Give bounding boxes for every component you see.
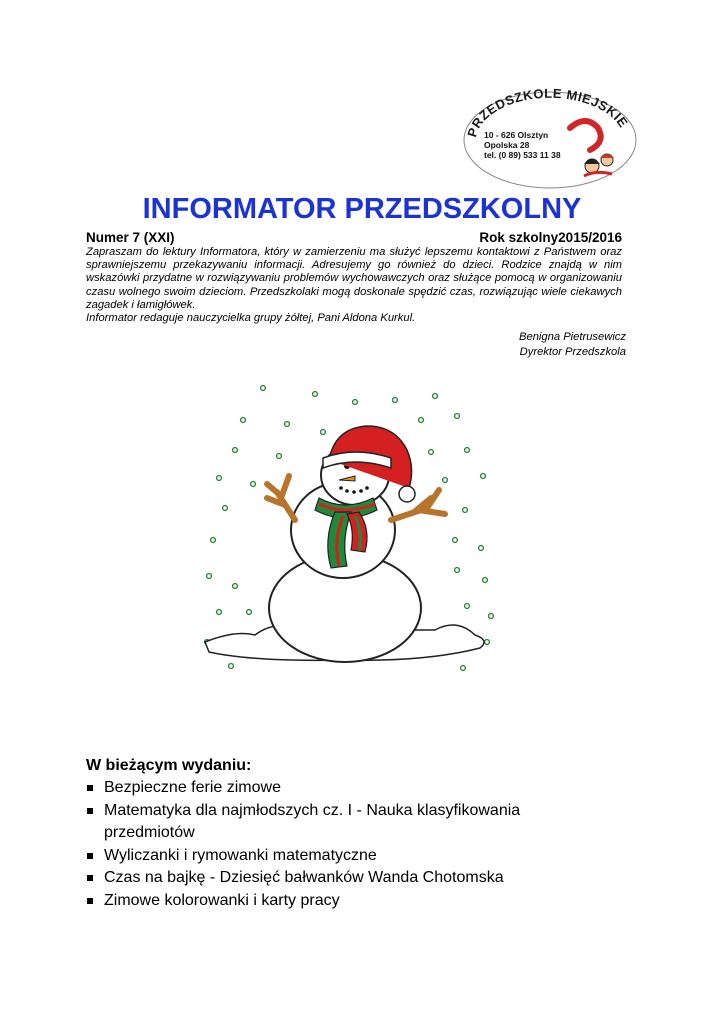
- intro-text: [86, 246, 622, 325]
- snowflake: [465, 448, 470, 453]
- snowflake: [223, 506, 228, 511]
- snowflake: [461, 666, 466, 671]
- snowflake: [453, 538, 458, 543]
- snowflake: [433, 394, 438, 399]
- toc-item-label: Zimowe kolorowanki i karty pracy: [104, 891, 340, 909]
- toc-item: [86, 867, 606, 890]
- editor-line: Informator redaguje nauczycielka grupy żółtej, Pani Aldona Kurkul.: [86, 312, 416, 325]
- snowflake: [229, 664, 234, 669]
- toc-item-label: Bezpieczne ferie zimowe: [104, 779, 281, 796]
- snowflake: [217, 476, 222, 481]
- snowflake: [483, 578, 488, 583]
- snowflake: [217, 610, 222, 615]
- snowflake: [247, 610, 252, 615]
- logo-address-line: Opolska 28: [484, 140, 530, 150]
- logo-name-text: PRZEDSZKOLE MIEJSKIE: [464, 85, 632, 139]
- school-year: Rok szkolny2015/2016: [479, 230, 622, 245]
- snowflake: [479, 546, 484, 551]
- snowflake: [455, 414, 460, 419]
- snowflake: [277, 454, 282, 459]
- toc-item-label: Wyliczanki i rymowanki matematyczne: [104, 846, 377, 864]
- logo-address: [484, 130, 561, 160]
- toc-item: [86, 845, 606, 868]
- snowflake: [489, 614, 494, 619]
- toc-list: [86, 777, 606, 912]
- snowflake: [393, 398, 398, 403]
- toc-item: [86, 890, 606, 913]
- toc-item: [86, 777, 606, 800]
- toc-heading: W bieżącym wydaniu:: [86, 757, 252, 774]
- toc-item-label: Matematyka dla najmłodszych cz. I - Nauka klasyfikowania przedmiotów: [104, 801, 521, 841]
- snowflake: [443, 478, 448, 483]
- logo-address-line: tel. (0 89) 533 11 38: [484, 150, 561, 160]
- snowflake: [261, 386, 266, 391]
- snowflake: [233, 448, 238, 453]
- signature-name: Benigna Pietrusewicz: [519, 331, 626, 343]
- snowflake: [321, 430, 326, 435]
- intro-paragraph: Zapraszam do lektury Informatora, który w zamierzeniu ma służyć lepszemu kontaktowi z Państwem oraz sprawniejszemu przekazywaniu informacji. Adresujemy go również do dzieci. Rodzice znajdą w nim wskazówki przydatne w rozwiązywaniu problemów wychowawczych oraz służące pomocą w organizowaniu czasu wolnego swoim dzieciom. Przedszkolaki mogą doskonale spędzić czas, rozwiązując wiele ciekawych zagadek i łamigłówek.: [86, 246, 622, 311]
- issue-number: Numer 7 (XXI): [86, 230, 175, 245]
- toc-item-label: Czas na bajkę - Dziesięć bałwanków Wanda Chotomska: [104, 869, 504, 886]
- snowflake: [485, 640, 490, 645]
- newsletter-title: INFORMATOR PRZEDSZKOLNY: [142, 193, 582, 225]
- snowflake: [465, 604, 470, 609]
- bullet-square-icon: [87, 898, 93, 904]
- snowflake: [455, 568, 460, 573]
- snowflake: [211, 538, 216, 543]
- logo-address-line: 10 - 626 Olsztyn: [484, 130, 549, 140]
- bullet-square-icon: [87, 785, 93, 791]
- snowflake: [463, 508, 468, 513]
- snowflake: [419, 418, 424, 423]
- snowflake: [285, 422, 290, 427]
- snowflake: [429, 450, 434, 455]
- snowflake: [207, 574, 212, 579]
- snowflake: [353, 400, 358, 405]
- snowflake: [241, 418, 246, 423]
- bullet-square-icon: [87, 853, 93, 859]
- bullet-square-icon: [87, 875, 93, 881]
- signature: [519, 330, 626, 360]
- snowflake: [313, 392, 318, 397]
- snowflake: [251, 482, 256, 487]
- kindergarten-logo: [462, 84, 638, 190]
- snowman-icon: [195, 380, 495, 700]
- signature-role: Dyrektor Przedszkola: [519, 346, 626, 358]
- snowman-illustration: [195, 380, 495, 700]
- snowflake: [481, 474, 486, 479]
- bullet-square-icon: [87, 808, 93, 814]
- snowflake: [233, 584, 238, 589]
- toc-item: [86, 800, 606, 845]
